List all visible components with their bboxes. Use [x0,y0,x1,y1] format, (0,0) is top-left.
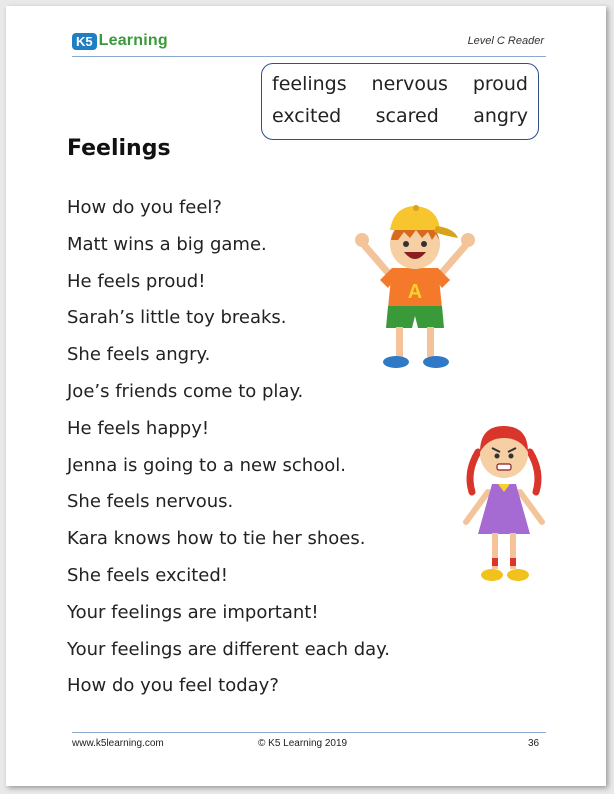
story-line: Kara knows how to tie her shoes. [67,528,366,550]
word-bank-row-1 [272,73,528,95]
word-bank-word: excited [272,105,342,127]
story-line: She feels nervous. [67,491,234,513]
word-bank-word: feelings [272,73,347,95]
footer-site-link[interactable]: www.k5learning.com [72,738,164,749]
word-bank-word: angry [473,105,528,127]
header-rule [72,56,546,57]
story-line: Your feelings are different each day. [67,638,390,660]
logo-wordmark: Learning [98,32,168,49]
footer-rule [72,732,546,733]
story-line: How do you feel? [67,197,222,218]
word-bank-box [261,63,539,140]
shirt-letter: A [407,281,423,303]
logo-k5-badge: K5 [72,33,97,50]
level-label: Level C Reader [467,35,544,47]
story-line: She feels excited! [67,564,228,586]
word-bank-row-2 [272,105,528,127]
story-line: Your feelings are important! [67,601,319,623]
happy-boy-illustration [350,200,480,370]
word-bank-word: scared [375,105,439,127]
story-line: Joe’s friends come to play. [67,380,304,402]
story-line: Matt wins a big game. [67,233,267,255]
story-line: How do you feel today? [67,675,279,697]
angry-girl-illustration [458,412,550,588]
story-line: He feels proud! [67,270,206,292]
page-title: Feelings [67,136,171,161]
story-line: She feels angry. [67,344,211,366]
footer-copyright: © K5 Learning 2019 [258,738,348,749]
k5-logo[interactable] [72,32,168,50]
word-bank-word: nervous [371,73,448,95]
word-bank-word: proud [472,73,528,95]
story-line: Jenna is going to a new school. [67,454,346,476]
story-text [67,197,390,712]
story-line: Sarah’s little toy breaks. [67,307,287,329]
story-line: He feels happy! [67,417,210,439]
page-number: 36 [528,738,540,749]
